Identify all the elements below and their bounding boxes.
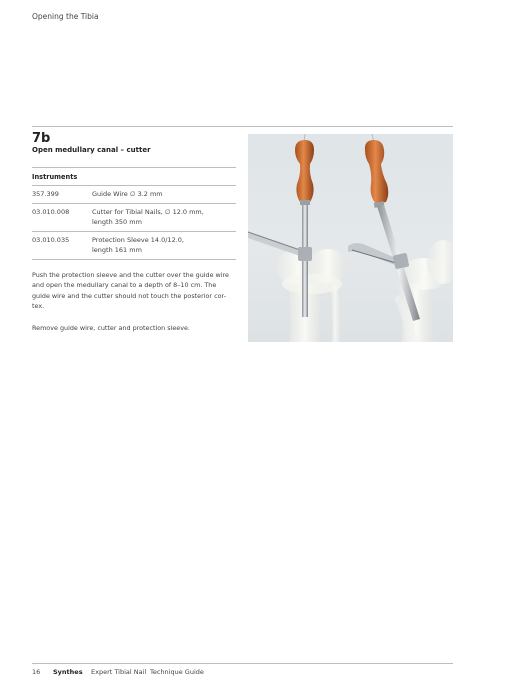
page-number: 16 bbox=[32, 668, 41, 676]
instrument-description: Protection Sleeve 14.0/12.0, bbox=[92, 236, 184, 244]
instrument-description-cont: length 161 mm bbox=[92, 246, 142, 254]
lateral-view bbox=[348, 134, 453, 342]
instruments-bottom-rule bbox=[32, 259, 236, 260]
instrument-row-rule bbox=[32, 231, 236, 232]
guide-name: Expert Tibial Nail bbox=[91, 668, 147, 676]
text-line: guide wire and the cutter should not touch the posterior cor- bbox=[32, 291, 227, 300]
instruments-heading: Instruments bbox=[32, 173, 78, 181]
section-divider bbox=[32, 126, 453, 127]
instrument-description: Guide Wire ∅ 3.2 mm bbox=[92, 190, 163, 198]
footer-rule bbox=[32, 663, 453, 664]
step-number: 7b bbox=[32, 131, 51, 146]
instrument-row-rule bbox=[32, 203, 236, 204]
instruments-header-rule bbox=[32, 185, 236, 186]
cutter-illustration bbox=[248, 134, 453, 342]
text-line: tex. bbox=[32, 302, 45, 311]
procedure-illustration bbox=[248, 134, 453, 342]
instrument-code: 357.399 bbox=[32, 190, 59, 198]
text-line: and open the medullary canal to a depth of 8–10 cm. The bbox=[32, 281, 217, 290]
instruments-top-rule bbox=[32, 167, 236, 168]
instrument-description-cont: length 350 mm bbox=[92, 218, 142, 226]
section-header-title: Opening the Tibia bbox=[32, 12, 99, 21]
instrument-description: Cutter for Tibial Nails, ∅ 12.0 mm, bbox=[92, 208, 204, 216]
text-line: Push the protection sleeve and the cutter over the guide wire bbox=[32, 271, 229, 279]
step-title: Open medullary canal – cutter bbox=[32, 146, 151, 154]
instructions-paragraph bbox=[32, 270, 240, 312]
instrument-code: 03.010.008 bbox=[32, 208, 70, 216]
front-view bbox=[248, 134, 348, 342]
guide-type: Technique Guide bbox=[150, 668, 204, 676]
brand-name: Synthes bbox=[53, 668, 83, 676]
removal-paragraph: Remove guide wire, cutter and protection sleeve. bbox=[32, 324, 190, 332]
instrument-code: 03.010.035 bbox=[32, 236, 70, 244]
